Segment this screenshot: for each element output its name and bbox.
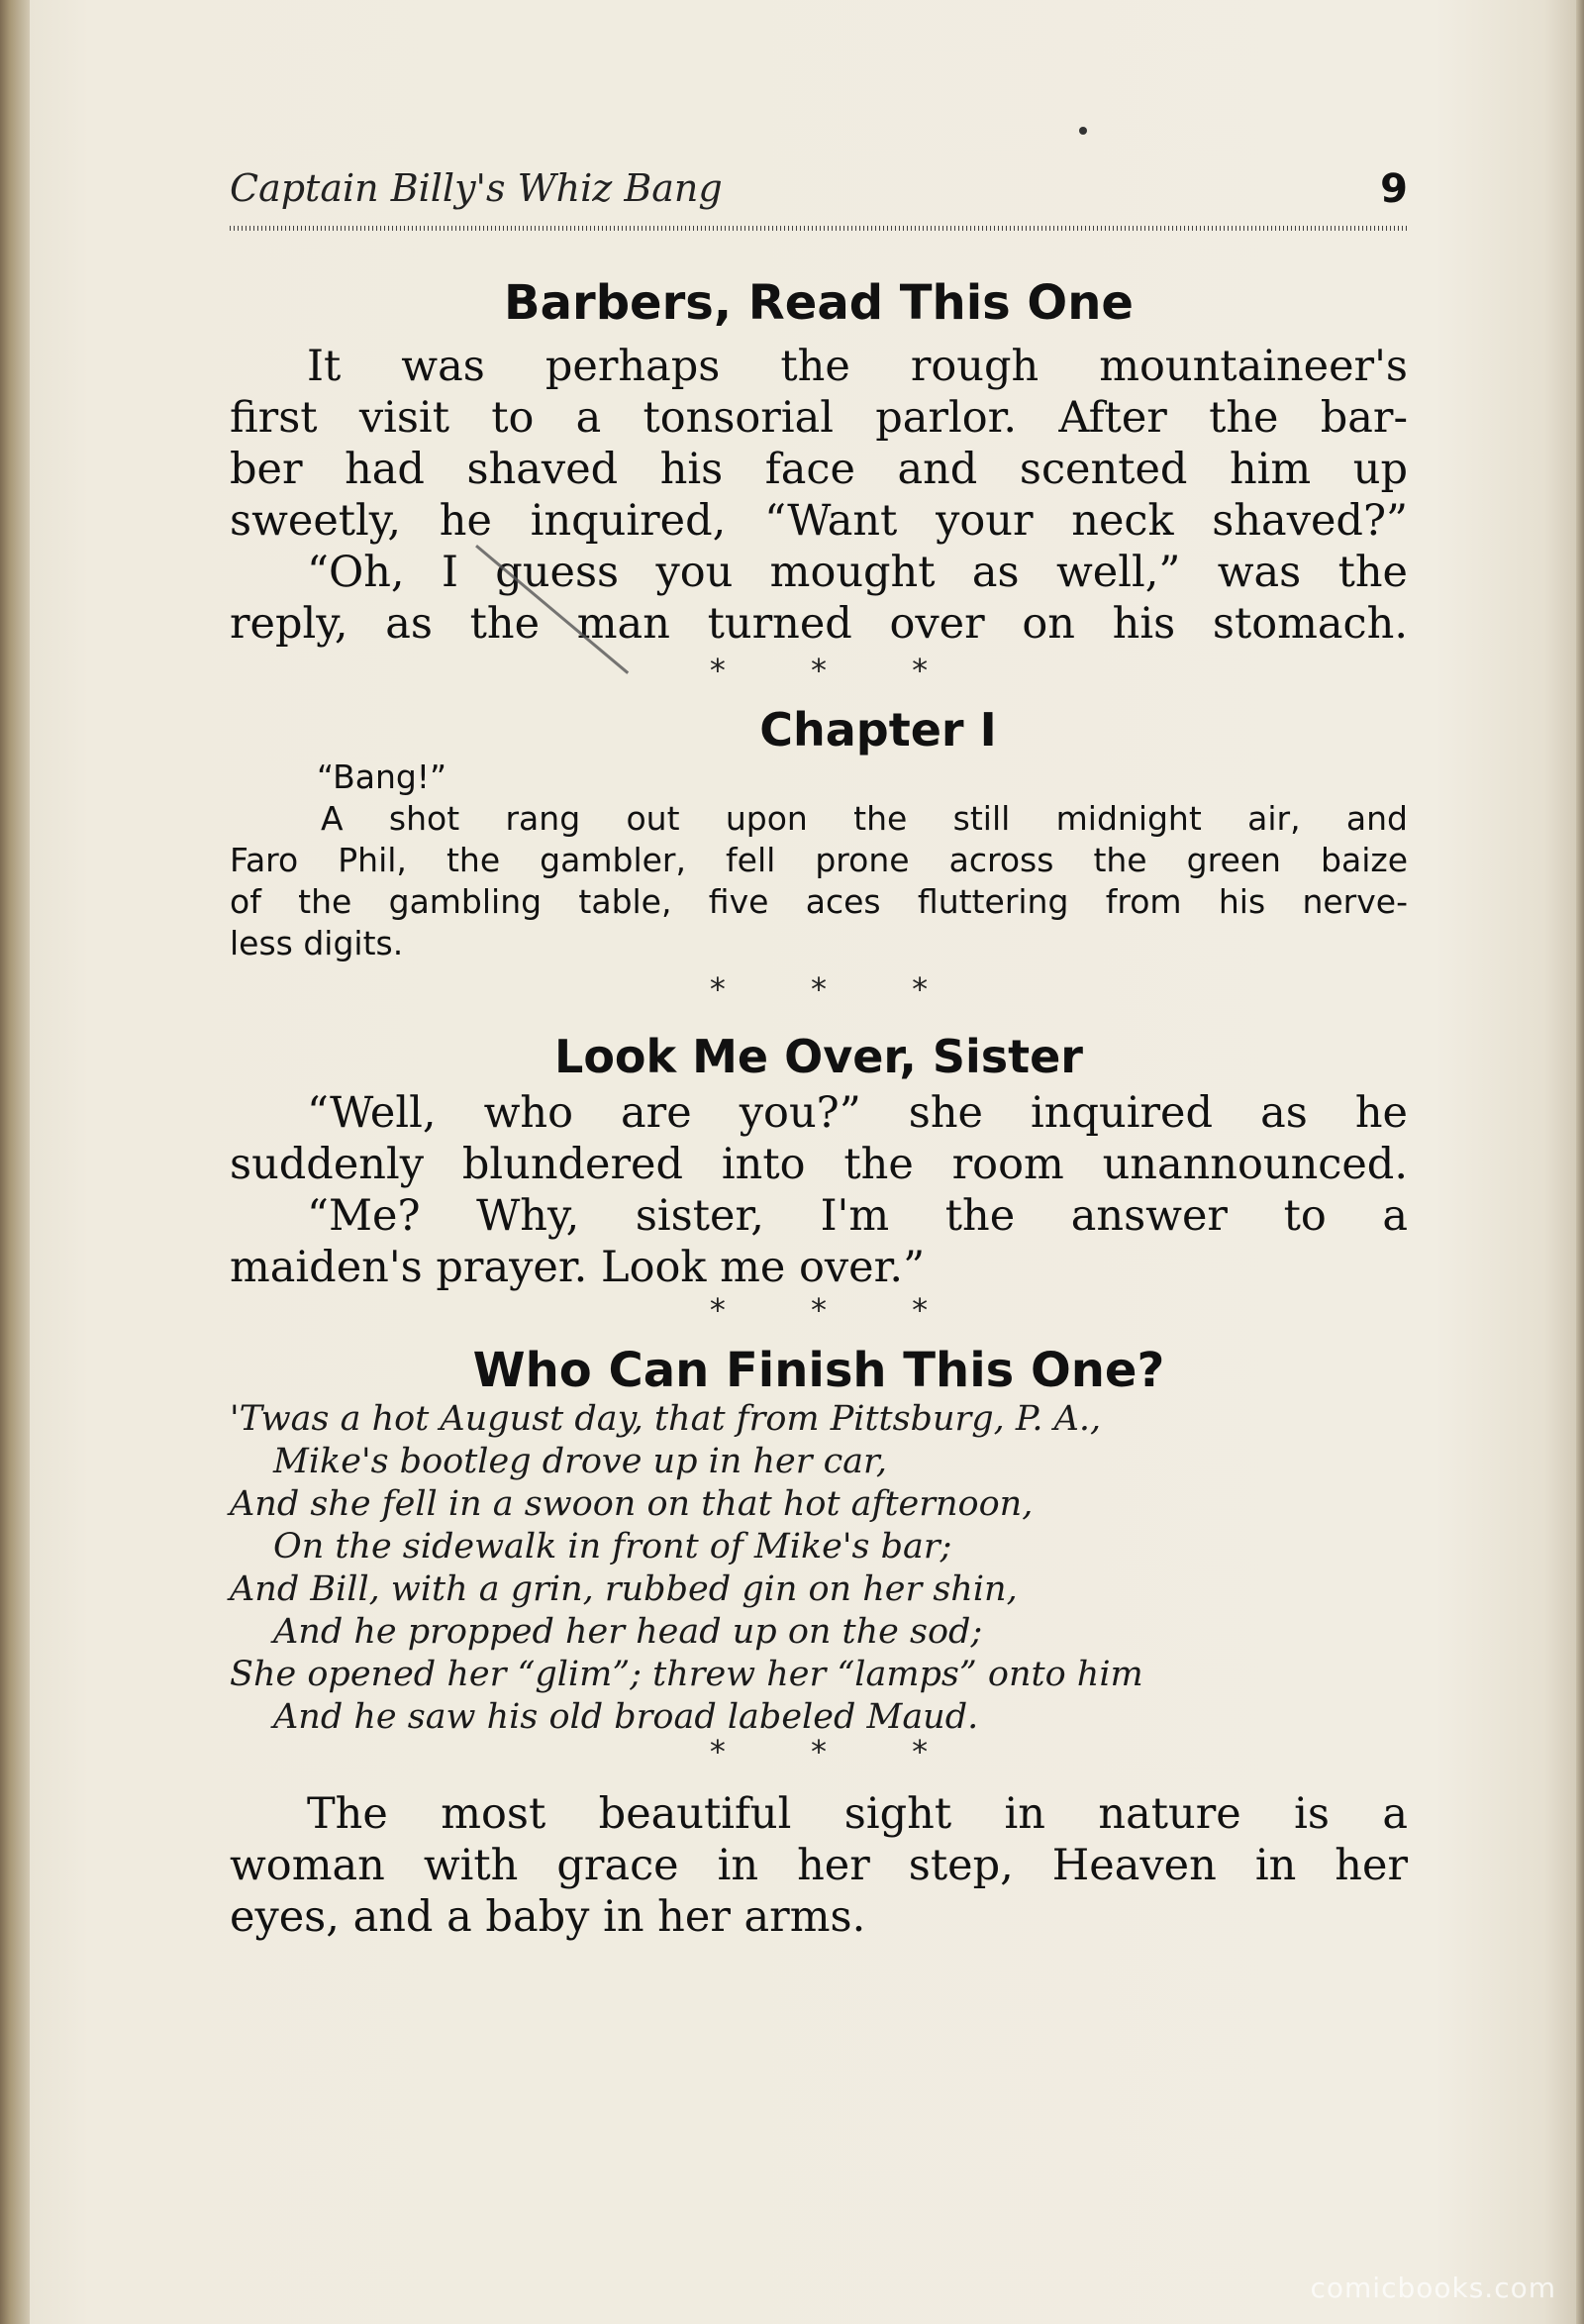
closing-paragraph <box>230 1788 1408 1943</box>
text-line: of the gambling table, five aces fluttering from his nerve- <box>230 882 1408 921</box>
section-separator: * * * <box>709 970 966 1008</box>
page-number: 9 <box>1380 166 1408 212</box>
text-line: Faro Phil, the gambler, fell prone across the green baize <box>230 841 1408 879</box>
text-line: less digits. <box>230 924 404 962</box>
poem-line: And he saw his old broad labeled Maud. <box>273 1697 979 1737</box>
binding-spine <box>0 0 30 2324</box>
text-line: It was perhaps the rough mountaineer's <box>307 342 1408 391</box>
section-separator: * * * <box>709 1733 966 1770</box>
header-rule <box>230 226 1408 231</box>
text-line: reply, as the man turned over on his stomach. <box>230 599 1408 649</box>
poem-line: And Bill, with a grin, rubbed gin on her shin, <box>230 1569 1018 1609</box>
section-heading-chapter: Chapter I <box>759 703 997 757</box>
running-header <box>230 166 1408 226</box>
text-line: maiden's prayer. Look me over.” <box>230 1243 926 1292</box>
watermark: comicbooks.com <box>1310 2272 1556 2304</box>
section-separator: * * * <box>709 1291 966 1329</box>
text-line: A shot rang out upon the still midnight air, and <box>321 799 1408 838</box>
poem-line: Mike's bootleg drove up in her car, <box>273 1442 888 1481</box>
page-edge <box>1576 0 1584 2324</box>
poem-line: And she fell in a swoon on that hot afternoon, <box>230 1484 1034 1524</box>
text-line: The most beautiful sight in nature is a <box>307 1789 1408 1839</box>
magazine-title: Captain Billy's Whiz Bang <box>230 166 723 210</box>
poem-line: 'Twas a hot August day, that from Pittsburg, P. A., <box>230 1399 1102 1439</box>
story-chapter <box>230 757 1408 964</box>
section-heading-look-me-over: Look Me Over, Sister <box>554 1030 1083 1083</box>
text-line: “Me? Why, sister, I'm the answer to a <box>307 1191 1408 1241</box>
text-line: eyes, and a baby in her arms. <box>230 1892 866 1942</box>
section-heading-who-can-finish: Who Can Finish This One? <box>472 1343 1165 1398</box>
text-line: “Oh, I guess you mought as well,” was the <box>307 548 1408 597</box>
section-separator: * * * <box>709 652 966 689</box>
text-line: woman with grace in her step, Heaven in her <box>230 1841 1408 1890</box>
poem <box>230 1398 1408 1739</box>
story-barbers <box>230 341 1408 650</box>
text-line: suddenly blundered into the room unannounced. <box>230 1140 1408 1189</box>
text-line: “Well, who are you?” she inquired as he <box>307 1088 1408 1138</box>
poem-line: And he propped her head up on the sod; <box>273 1612 983 1652</box>
text-line: ber had shaved his face and scented him up <box>230 445 1408 494</box>
poem-line: She opened her “glim”; threw her “lamps” onto him <box>230 1655 1143 1694</box>
text-line: first visit to a tonsorial parlor. After the bar- <box>230 393 1408 443</box>
text-line: sweetly, he inquired, “Want your neck shaved?” <box>230 496 1408 546</box>
ink-speck <box>1079 127 1087 135</box>
text-line: “Bang!” <box>317 758 447 796</box>
poem-line: On the sidewalk in front of Mike's bar; <box>273 1527 952 1566</box>
story-look-me-over <box>230 1087 1408 1293</box>
section-heading-barbers: Barbers, Read This One <box>504 275 1134 331</box>
